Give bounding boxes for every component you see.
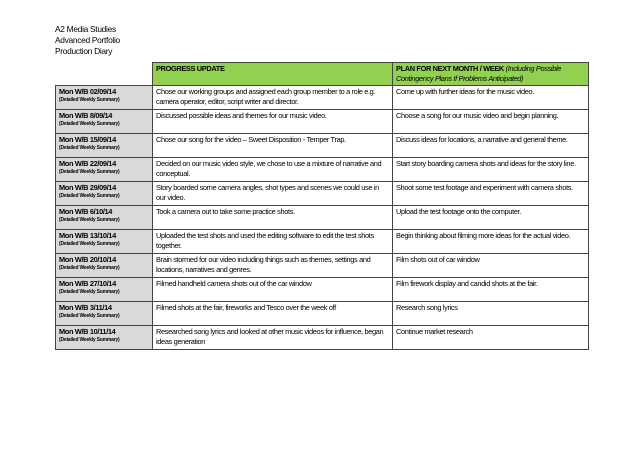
- document-header: [55, 24, 120, 57]
- summary-label: (Detailed Weekly Summary): [59, 169, 120, 176]
- table-row: [56, 133, 589, 157]
- progress-update-cell: Chose our song for the video – Sweet Disposition - Temper Trap.: [153, 133, 393, 157]
- week-date-cell: [56, 181, 153, 205]
- course-title: A2 Media Studies: [55, 24, 116, 34]
- table-row: [56, 157, 589, 181]
- week-date-cell: [56, 229, 153, 253]
- progress-update-cell: Story boarded some camera angles, shot types and scenes we could use in our video.: [153, 181, 393, 205]
- progress-update-cell: Discussed possible ideas and themes for our music video.: [153, 109, 393, 133]
- progress-update-cell: Researched song lyrics and looked at other music videos for influence, began ideas generation: [153, 325, 393, 349]
- table-row: [56, 85, 589, 109]
- progress-update-cell: Filmed handheld camera shots out of the car window: [153, 277, 393, 301]
- progress-update-cell: Took a camera out to take some practice shots.: [153, 205, 393, 229]
- week-date-cell: [56, 253, 153, 277]
- progress-update-header: PROGRESS UPDATE: [153, 63, 393, 86]
- progress-update-cell: Filmed shots at the fair, fireworks and Tesco over the week off: [153, 301, 393, 325]
- week-date-cell: [56, 157, 153, 181]
- progress-update-cell: Uploaded the test shots and used the editing software to edit the test shots together.: [153, 229, 393, 253]
- summary-label: (Detailed Weekly Summary): [59, 241, 120, 248]
- week-date: Mon W/B 29/09/14: [59, 182, 116, 192]
- plan-header-note: (Including Possible Contingency Plans If Problems Anticipated): [396, 64, 562, 84]
- plan-cell: Start story boarding camera shots and ideas for the story line.: [393, 157, 589, 181]
- table-row: [56, 325, 589, 349]
- plan-header: [393, 63, 589, 86]
- table-row: [56, 109, 589, 133]
- summary-label: (Detailed Weekly Summary): [59, 217, 120, 224]
- table-row: [56, 205, 589, 229]
- week-date: Mon W/B 20/10/14: [59, 254, 116, 264]
- week-date: Mon W/B 10/11/14: [59, 326, 116, 336]
- week-date-cell: [56, 85, 153, 109]
- table-row: [56, 181, 589, 205]
- week-date-cell: [56, 133, 153, 157]
- plan-cell: Shoot some test footage and experiment with camera shots.: [393, 181, 589, 205]
- summary-label: (Detailed Weekly Summary): [59, 121, 120, 128]
- week-date-cell: [56, 277, 153, 301]
- summary-label: (Detailed Weekly Summary): [59, 337, 120, 344]
- summary-label: (Detailed Weekly Summary): [59, 97, 120, 104]
- plan-cell: Begin thinking about filming more ideas for the actual video.: [393, 229, 589, 253]
- week-date: Mon W/B 27/10/14: [59, 278, 116, 288]
- week-date: Mon W/B 15/09/14: [59, 134, 116, 144]
- table-row: [56, 301, 589, 325]
- plan-cell: Research song lyrics: [393, 301, 589, 325]
- table-row: [56, 277, 589, 301]
- plan-header-label: PLAN FOR NEXT MONTH / WEEK: [396, 64, 504, 73]
- plan-cell: Come up with further ideas for the music video.: [393, 85, 589, 109]
- document-title: Production Diary: [55, 46, 113, 56]
- plan-cell: Film firework display and candid shots at the fair.: [393, 277, 589, 301]
- week-date: Mon W/B 3/11/14: [59, 302, 112, 312]
- production-diary-table: [55, 62, 589, 350]
- week-date-cell: [56, 325, 153, 349]
- progress-update-cell: Chose our working groups and assigned each group member to a role e.g. camera operator, editor, script writer and director.: [153, 85, 393, 109]
- summary-label: (Detailed Weekly Summary): [59, 289, 120, 296]
- plan-cell: Continue market research: [393, 325, 589, 349]
- week-date-cell: [56, 205, 153, 229]
- header-blank-cell: [56, 63, 153, 86]
- week-date: Mon W/B 02/09/14: [59, 86, 116, 96]
- plan-cell: Discuss ideas for locations, a narrative and general theme.: [393, 133, 589, 157]
- summary-label: (Detailed Weekly Summary): [59, 145, 120, 152]
- week-date: Mon W/B 6/10/14: [59, 206, 113, 216]
- week-date-cell: [56, 301, 153, 325]
- course-subtitle: Advanced Portfolio: [55, 35, 120, 45]
- summary-label: (Detailed Weekly Summary): [59, 193, 120, 200]
- week-date: Mon W/B 8/09/14: [59, 110, 113, 120]
- progress-update-cell: Brain stormed for our video including things such as themes, settings and locations, narratives and genres.: [153, 253, 393, 277]
- plan-cell: Choose a song for our music video and begin planning.: [393, 109, 589, 133]
- week-date: Mon W/B 13/10/14: [59, 230, 116, 240]
- plan-cell: Film shots out of car window: [393, 253, 589, 277]
- week-date: Mon W/B 22/09/14: [59, 158, 116, 168]
- summary-label: (Detailed Weekly Summary): [59, 313, 120, 320]
- summary-label: (Detailed Weekly Summary): [59, 265, 120, 272]
- progress-update-cell: Decided on our music video style, we chose to use a mixture of narrative and conceptual.: [153, 157, 393, 181]
- table-row: [56, 229, 589, 253]
- table-row: [56, 253, 589, 277]
- plan-cell: Upload the test footage onto the computer.: [393, 205, 589, 229]
- table-header-row: [56, 63, 589, 86]
- week-date-cell: [56, 109, 153, 133]
